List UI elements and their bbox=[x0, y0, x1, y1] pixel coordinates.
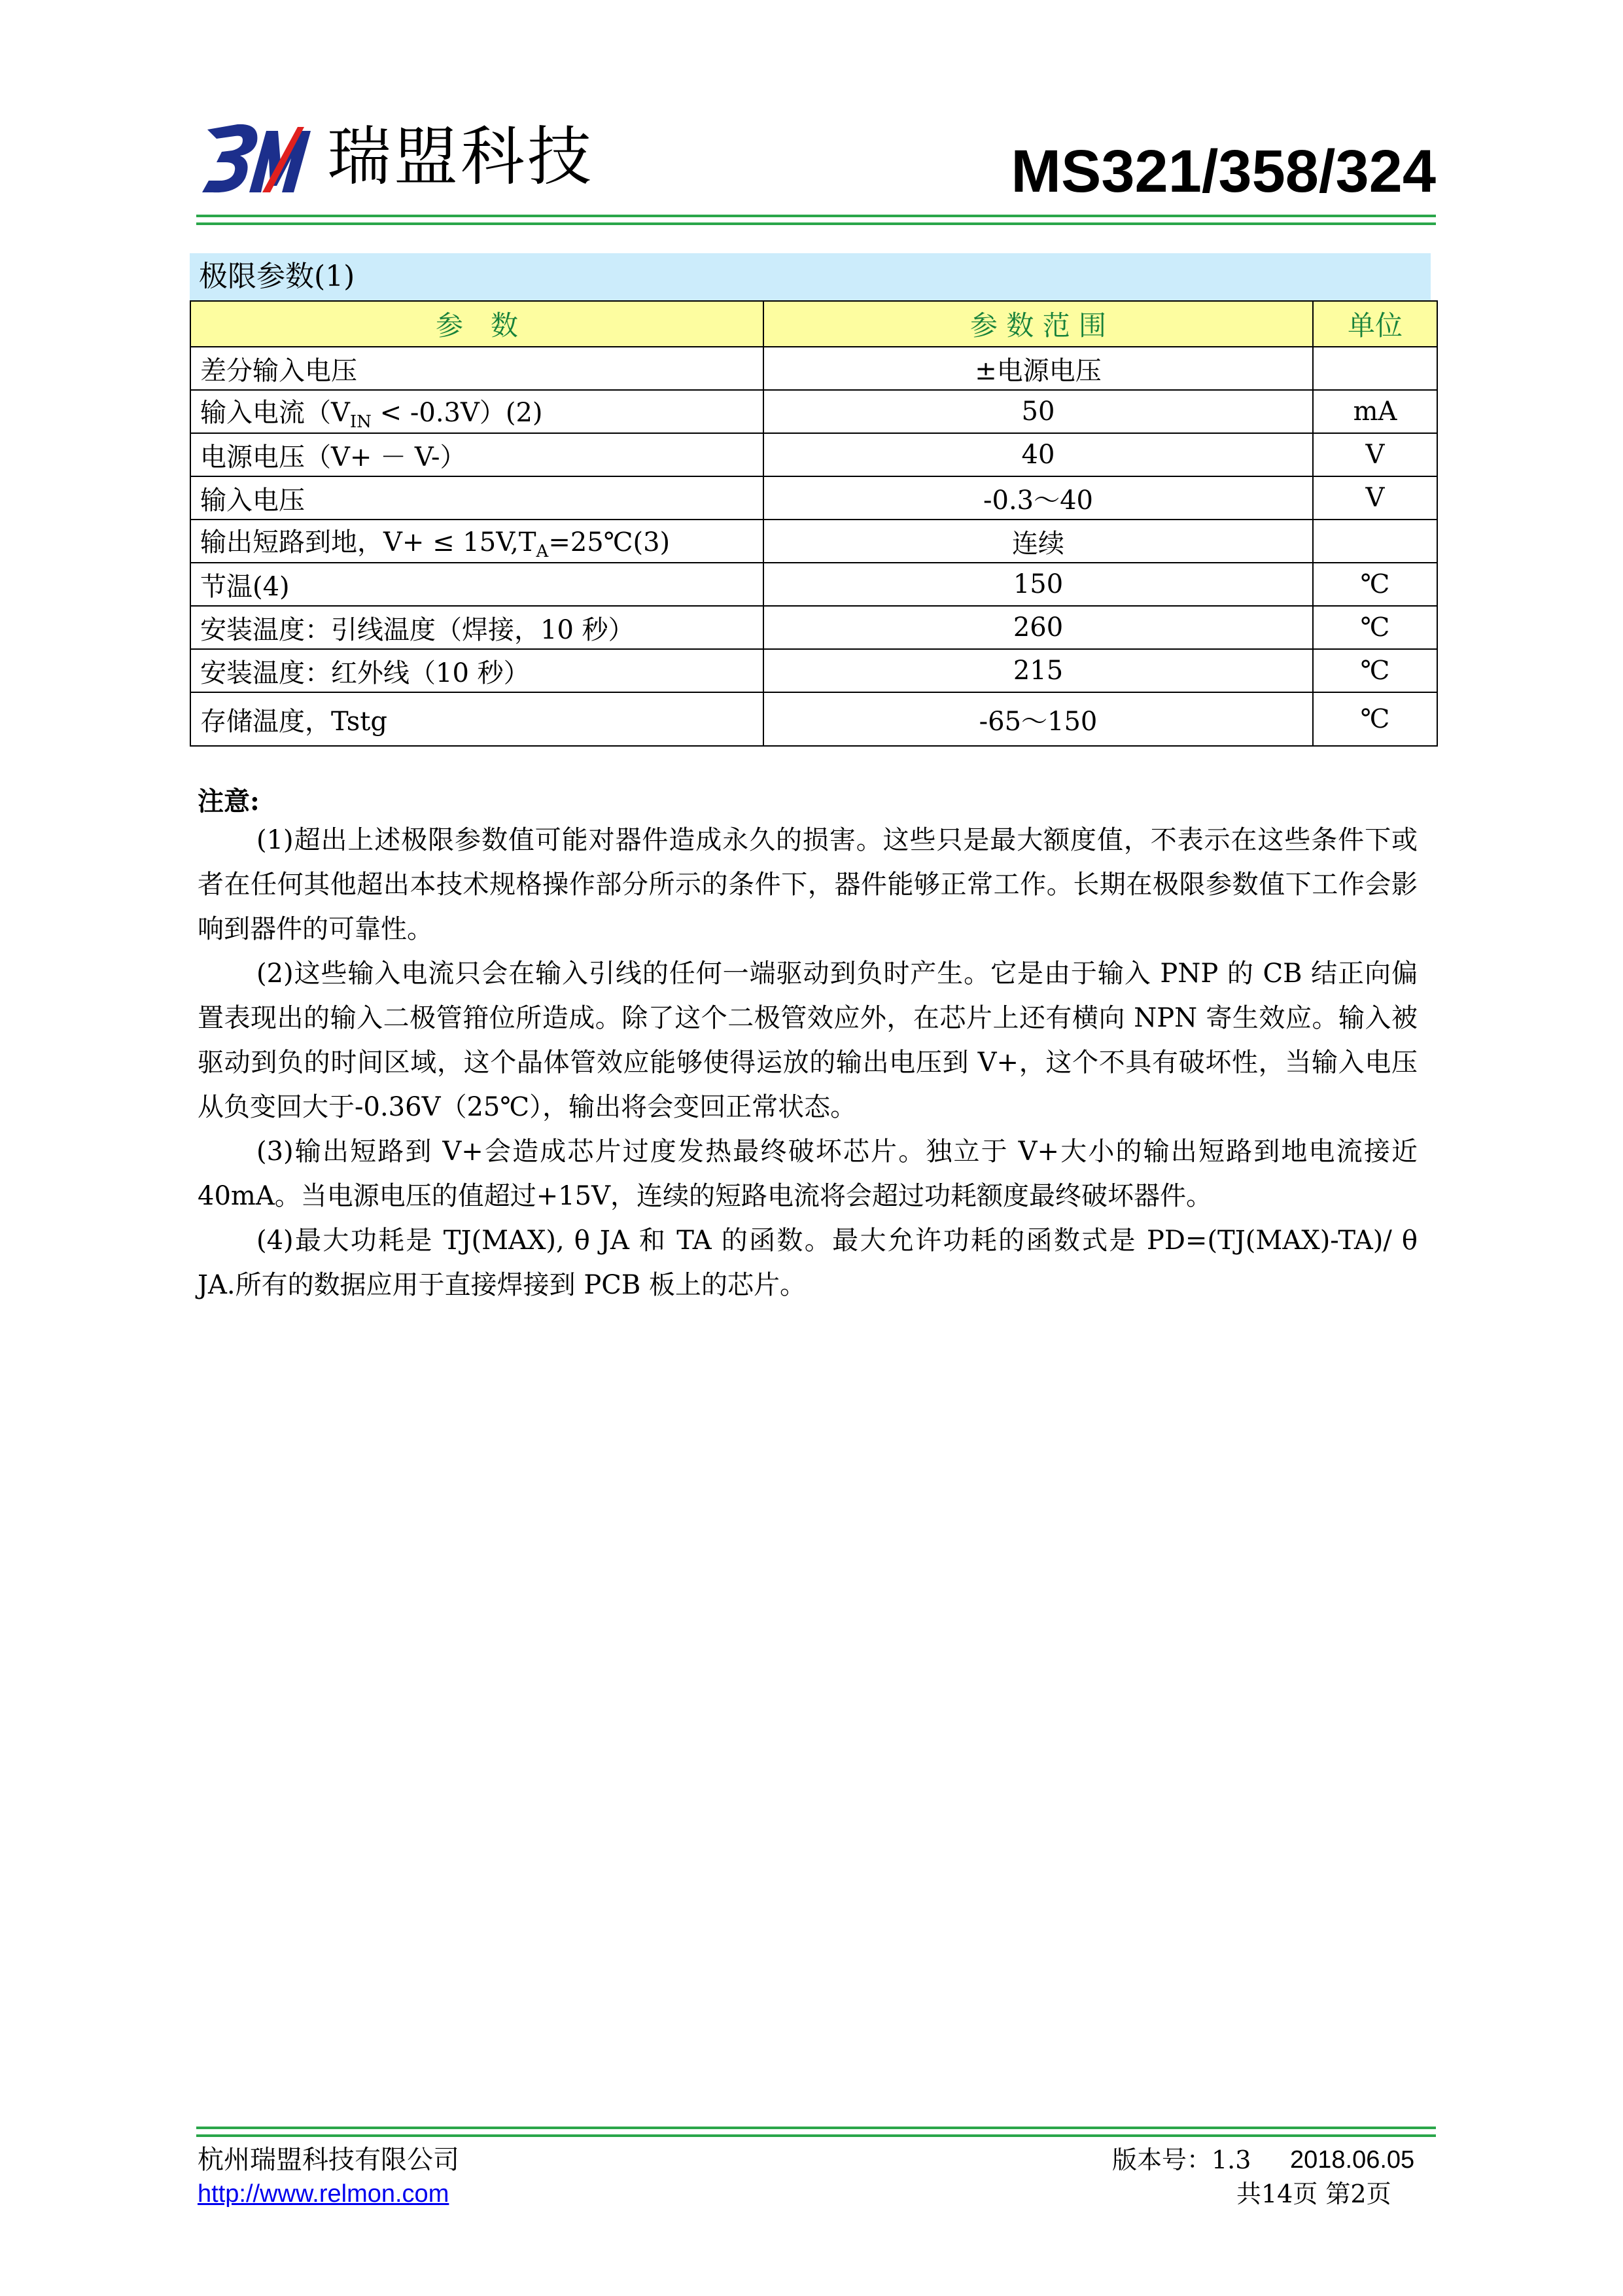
unit-cell: ℃ bbox=[1313, 649, 1437, 692]
table-row bbox=[190, 520, 1437, 563]
range-cell: 40 bbox=[763, 433, 1313, 476]
unit-cell bbox=[1313, 347, 1437, 390]
footer-divider bbox=[196, 2134, 1436, 2137]
absolute-max-ratings-table bbox=[190, 300, 1438, 747]
param-cell: 输入电压 bbox=[190, 476, 763, 520]
release-date: 2018.06.05 bbox=[1290, 2146, 1415, 2174]
unit-cell: ℃ bbox=[1313, 563, 1437, 606]
unit-cell: ℃ bbox=[1313, 692, 1437, 746]
range-cell: 150 bbox=[763, 563, 1313, 606]
notes-body bbox=[198, 818, 1418, 1307]
param-cell: 节温(4) bbox=[190, 563, 763, 606]
note-paragraph: (4)最大功耗是 TJ(MAX), θ JA 和 TA 的函数。最大允许功耗的函数式是 PD=(TJ(MAX)-TA)/ θ JA.所有的数据应用于直接焊接到 PCB 板上的芯片。 bbox=[198, 1226, 1418, 1300]
table-row bbox=[190, 692, 1437, 746]
table-row bbox=[190, 563, 1437, 606]
param-cell: 输入电流$(V_{IN} < -0.3V)(2)$ bbox=[190, 390, 763, 433]
note-paragraph: (3)输出短路到 V+会造成芯片过度发热最终破坏芯片。独立于 V+大小的输出短路到地电流接近 40mA。当电源电压的值超过+15V，连续的短路电流将会超过功耗额度最终破坏器件。 bbox=[198, 1137, 1418, 1211]
part-number: MS321/358/324 bbox=[1011, 138, 1436, 205]
unit-cell: V bbox=[1313, 476, 1437, 520]
table-row bbox=[190, 606, 1437, 649]
footer-company: 杭州瑞盟科技有限公司 bbox=[198, 2145, 459, 2175]
param-cell: 安装温度：红外线（10 秒） bbox=[190, 649, 763, 692]
unit-cell: ℃ bbox=[1313, 606, 1437, 649]
company-logo bbox=[200, 118, 314, 200]
notes-title: 注意: bbox=[198, 786, 260, 817]
table-row bbox=[190, 433, 1437, 476]
table-row bbox=[190, 347, 1437, 390]
version-label: 版本号：1.3 bbox=[1112, 2146, 1251, 2174]
unit-cell bbox=[1313, 520, 1437, 563]
unit-cell: mA bbox=[1313, 390, 1437, 433]
range-cell: 215 bbox=[763, 649, 1313, 692]
company-name: 瑞盟科技 bbox=[327, 120, 595, 194]
section-title: 极限参数(1) bbox=[190, 253, 1431, 300]
range-cell: ±电源电压 bbox=[763, 347, 1313, 390]
param-cell: 差分输入电压 bbox=[190, 347, 763, 390]
table-row bbox=[190, 649, 1437, 692]
param-cell: 电源电压（V+ － V-） bbox=[190, 433, 763, 476]
header-divider bbox=[196, 215, 1436, 217]
table-header-row bbox=[190, 301, 1437, 347]
range-cell: -65～150 bbox=[763, 692, 1313, 746]
range-cell: -0.3～40 bbox=[763, 476, 1313, 520]
page-number: 共14页 第2页 bbox=[1236, 2180, 1391, 2208]
header-range: 参 数 范 围 bbox=[763, 301, 1313, 347]
range-cell: 260 bbox=[763, 606, 1313, 649]
header-param: 参 数 bbox=[190, 301, 763, 347]
param-cell: 存储温度，Tstg bbox=[190, 692, 763, 746]
header-divider bbox=[196, 222, 1436, 225]
range-cell: 50 bbox=[763, 390, 1313, 433]
header-unit: 单位 bbox=[1313, 301, 1437, 347]
table-row bbox=[190, 476, 1437, 520]
footer-divider bbox=[196, 2127, 1436, 2129]
table-row bbox=[190, 390, 1437, 433]
unit-cell: V bbox=[1313, 433, 1437, 476]
range-cell: 连续 bbox=[763, 520, 1313, 563]
param-cell: 输出短路到地，$V+ \le 15V,T_A=25℃(3)$ bbox=[190, 520, 763, 563]
note-paragraph: (1)超出上述极限参数值可能对器件造成永久的损害。这些只是最大额度值，不表示在这些条件下或者在任何其他超出本技术规格操作部分所示的条件下，器件能够正常工作。长期在极限参数值下工作会影响到器件的可靠性。 bbox=[198, 825, 1418, 944]
note-paragraph: (2)这些输入电流只会在输入引线的任何一端驱动到负时产生。它是由于输入 PNP 的 CB 结正向偏置表现出的输入二极管箝位所造成。除了这个二极管效应外，在芯片上还有横向 NPN 寄生效应。输入被驱动到负的时间区域，这个晶体管效应能够使得运放的输出电压到 V+，这个不具有破坏性，当输入电压从负变回大于-0.36V（25℃），输出将会变回正常状态。 bbox=[198, 959, 1418, 1122]
website-link[interactable]: http://www.relmon.com bbox=[198, 2180, 449, 2208]
param-cell: 安装温度：引线温度（焊接，10 秒） bbox=[190, 606, 763, 649]
